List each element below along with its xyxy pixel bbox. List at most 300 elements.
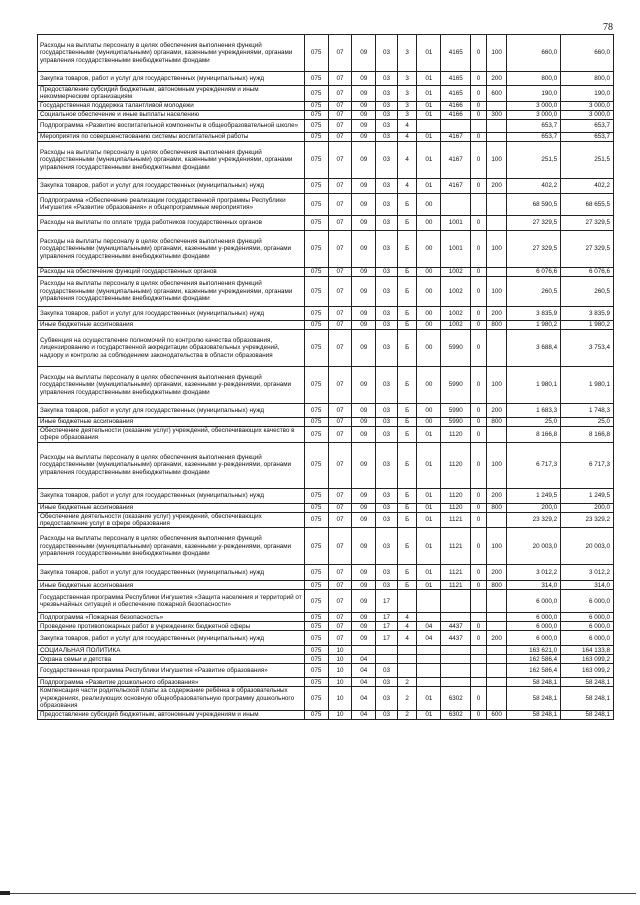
expense-type-cell [486, 687, 507, 710]
direction-code-cell: 5990 [441, 366, 471, 403]
section-code-cell: 07 [328, 119, 352, 132]
sub-direction-code-cell [471, 119, 487, 132]
amount-second-cell: 27 329,5 [561, 230, 614, 267]
event-code-cell: 01 [417, 35, 441, 72]
amount-first-cell: 3 012,2 [507, 565, 561, 581]
section-code-cell: 07 [328, 101, 352, 110]
subprogram-code-cell [397, 655, 417, 664]
amount-second-cell: 6 000,0 [561, 622, 614, 631]
row-name-cell: Проведение противопожарных работ в учреждениях бюджетной сферы [38, 622, 305, 631]
section-code-cell: 07 [328, 590, 352, 613]
subsection-code-cell: 09 [352, 581, 376, 590]
direction-code-cell: 4167 [441, 178, 471, 193]
section-code-cell: 07 [328, 267, 352, 276]
amount-second-cell: 3 000,0 [561, 110, 614, 119]
row-name-cell: Государственная программа Республики Ингушетия «Развитие образования» [38, 664, 305, 678]
amount-first-cell: 58 248,1 [507, 678, 561, 687]
ministry-code-cell: 075 [304, 664, 328, 678]
amount-second-cell: 3 753,4 [561, 329, 614, 366]
direction-code-cell: 5990 [441, 329, 471, 366]
amount-first-cell: 6 000,0 [507, 631, 561, 646]
sub-direction-code-cell: 0 [471, 417, 487, 426]
event-code-cell: 00 [417, 329, 441, 366]
expense-type-cell: 800 [486, 320, 507, 329]
table-row [38, 426, 614, 442]
amount-second-cell: 653,7 [561, 132, 614, 141]
page-number: 78 [603, 22, 613, 33]
ministry-code-cell: 075 [304, 193, 328, 215]
amount-second-cell: 190,0 [561, 86, 614, 102]
subsection-code-cell: 09 [352, 417, 376, 426]
amount-first-cell: 3 688,4 [507, 329, 561, 366]
ministry-code-cell: 075 [304, 178, 328, 193]
amount-first-cell: 58 248,1 [507, 710, 561, 719]
table-row [38, 622, 614, 631]
expense-type-cell: 600 [486, 86, 507, 102]
expense-type-cell: 600 [486, 710, 507, 719]
table-row [38, 35, 614, 72]
subsection-code-cell: 09 [352, 306, 376, 320]
amount-second-cell: 800,0 [561, 72, 614, 86]
table-row [38, 110, 614, 119]
expense-type-cell [486, 646, 507, 655]
ministry-code-cell: 075 [304, 590, 328, 613]
section-code-cell: 07 [328, 622, 352, 631]
amount-first-cell: 1 980,1 [507, 366, 561, 403]
subprogram-code-cell: Б [397, 565, 417, 581]
program-code-cell: 03 [376, 581, 398, 590]
direction-code-cell [441, 678, 471, 687]
expense-type-cell [486, 193, 507, 215]
sub-direction-code-cell: 0 [471, 178, 487, 193]
direction-code-cell: 4166 [441, 110, 471, 119]
sub-direction-code-cell: 0 [471, 86, 487, 102]
section-code-cell: 07 [328, 581, 352, 590]
amount-second-cell: 3 000,0 [561, 101, 614, 110]
amount-second-cell: 3 012,2 [561, 565, 614, 581]
row-name-cell: Расходы на выплаты персоналу в целях обеспечения выполнения функций государственными (муниципальными) органами, казенными у-реждениями, органами управления государственными внебюджетными фондами [38, 366, 305, 403]
section-code-cell: 07 [328, 178, 352, 193]
amount-first-cell: 58 248,1 [507, 687, 561, 710]
section-code-cell: 10 [328, 646, 352, 655]
program-code-cell: 17 [376, 613, 398, 622]
direction-code-cell: 1002 [441, 276, 471, 306]
ministry-code-cell: 075 [304, 119, 328, 132]
program-code-cell: 03 [376, 320, 398, 329]
amount-first-cell: 660,0 [507, 35, 561, 72]
sub-direction-code-cell: 0 [471, 35, 487, 72]
sub-direction-code-cell: 0 [471, 528, 487, 565]
program-code-cell: 03 [376, 664, 398, 678]
direction-code-cell: 1120 [441, 442, 471, 488]
sub-direction-code-cell: 0 [471, 366, 487, 403]
amount-first-cell: 653,7 [507, 119, 561, 132]
sub-direction-code-cell: 0 [471, 276, 487, 306]
section-code-cell: 07 [328, 631, 352, 646]
section-code-cell: 07 [328, 565, 352, 581]
subprogram-code-cell: Б [397, 230, 417, 267]
amount-second-cell: 23 329,2 [561, 512, 614, 528]
sub-direction-code-cell: 0 [471, 230, 487, 267]
direction-code-cell: 6302 [441, 687, 471, 710]
row-name-cell: Расходы на выплаты персоналу в целях обеспечения выполнения функций государственными (муниципальными) органами, казенными у-реждениями, органами управления государственными внебюджетными фондами [38, 442, 305, 488]
program-code-cell: 03 [376, 276, 398, 306]
event-code-cell: 01 [417, 503, 441, 512]
program-code-cell: 03 [376, 687, 398, 710]
event-code-cell: 01 [417, 141, 441, 178]
direction-code-cell: 1001 [441, 230, 471, 267]
subsection-code-cell: 09 [352, 403, 376, 417]
amount-first-cell: 162 586,4 [507, 664, 561, 678]
direction-code-cell: 1121 [441, 528, 471, 565]
ministry-code-cell: 075 [304, 710, 328, 719]
amount-second-cell: 1 748,3 [561, 403, 614, 417]
table-row [38, 631, 614, 646]
row-name-cell: Закупка товаров, работ и услуг для государственных (муниципальных) нужд [38, 306, 305, 320]
program-code-cell: 03 [376, 306, 398, 320]
table-row [38, 267, 614, 276]
table-row [38, 613, 614, 622]
row-name-cell: Государственная программа Республики Ингушетия «Защита населения и территорий от чрезвычайных ситуаций и обеспечение пожарной безопасности» [38, 590, 305, 613]
sub-direction-code-cell: 0 [471, 329, 487, 366]
amount-first-cell: 251,5 [507, 141, 561, 178]
subprogram-code-cell [397, 590, 417, 613]
section-code-cell: 10 [328, 678, 352, 687]
program-code-cell: 03 [376, 178, 398, 193]
row-name-cell: Расходы на выплаты персоналу в целях обеспечения выполнения функций государственными (муниципальными) органами, казенными учреждениями, органами управления государственными внебюджетными фондами [38, 35, 305, 72]
ministry-code-cell: 075 [304, 320, 328, 329]
expense-type-cell [486, 655, 507, 664]
subsection-code-cell: 09 [352, 178, 376, 193]
subsection-code-cell: 09 [352, 613, 376, 622]
table-row [38, 528, 614, 565]
subsection-code-cell: 09 [352, 276, 376, 306]
row-name-cell: Закупка товаров, работ и услуг для государственных (муниципальных) нужд [38, 565, 305, 581]
row-name-cell: Расходы на выплаты персоналу в целях обеспечения выполнения функций государственными (муниципальными) органами, казенными учреждениями, органами управления государственными внебюджетными фондами [38, 276, 305, 306]
program-code-cell: 03 [376, 35, 398, 72]
row-name-cell: Обеспечение деятельности (оказание услуг) учреждений, обеспечивающих качество в сфере образования [38, 426, 305, 442]
ministry-code-cell: 075 [304, 565, 328, 581]
program-code-cell: 03 [376, 366, 398, 403]
table-row [38, 320, 614, 329]
event-code-cell [417, 119, 441, 132]
row-name-cell: Субвенция на осуществление полномочий по контролю качества образования, лицензированию и государственной аккредитации образовательных учреждений, надзору и контролю за соблюдением законодательства в области образования [38, 329, 305, 366]
program-code-cell: 03 [376, 329, 398, 366]
sub-direction-code-cell: 0 [471, 565, 487, 581]
event-code-cell: 00 [417, 306, 441, 320]
program-code-cell: 03 [376, 193, 398, 215]
event-code-cell: 01 [417, 72, 441, 86]
table-row [38, 306, 614, 320]
direction-code-cell: 4437 [441, 631, 471, 646]
row-name-cell: Охрана семьи и детства [38, 655, 305, 664]
section-code-cell: 10 [328, 710, 352, 719]
subsection-code-cell [352, 646, 376, 655]
row-name-cell: Обеспечение деятельности (оказание услуг) учреждений, обеспечивающих предоставление услуг в сфере образования [38, 512, 305, 528]
table-row [38, 215, 614, 230]
expense-type-cell: 200 [486, 488, 507, 503]
event-code-cell: 00 [417, 320, 441, 329]
amount-first-cell: 3 000,0 [507, 110, 561, 119]
sub-direction-code-cell [471, 590, 487, 613]
direction-code-cell [441, 646, 471, 655]
expense-type-cell [486, 267, 507, 276]
subsection-code-cell: 09 [352, 631, 376, 646]
direction-code-cell: 1121 [441, 581, 471, 590]
table-row [38, 178, 614, 193]
sub-direction-code-cell: 0 [471, 72, 487, 86]
event-code-cell: 01 [417, 565, 441, 581]
amount-second-cell: 251,5 [561, 141, 614, 178]
program-code-cell: 03 [376, 528, 398, 565]
amount-first-cell: 190,0 [507, 86, 561, 102]
section-code-cell: 07 [328, 528, 352, 565]
row-name-cell: Социальное обеспечение и иные выплаты населению [38, 110, 305, 119]
amount-first-cell: 8 166,8 [507, 426, 561, 442]
subsection-code-cell: 09 [352, 35, 376, 72]
sub-direction-code-cell: 0 [471, 710, 487, 719]
budget-table [37, 34, 614, 720]
direction-code-cell: 4167 [441, 141, 471, 178]
subprogram-code-cell: 3 [397, 110, 417, 119]
expense-type-cell [486, 622, 507, 631]
amount-second-cell: 1 980,2 [561, 320, 614, 329]
expense-type-cell: 800 [486, 503, 507, 512]
direction-code-cell: 4167 [441, 132, 471, 141]
subsection-code-cell: 09 [352, 193, 376, 215]
subprogram-code-cell: 4 [397, 132, 417, 141]
row-name-cell: Мероприятия по совершенствованию системы воспитательной работы [38, 132, 305, 141]
section-code-cell: 07 [328, 72, 352, 86]
amount-second-cell: 164 133,8 [561, 646, 614, 655]
section-code-cell: 07 [328, 512, 352, 528]
ministry-code-cell: 075 [304, 306, 328, 320]
subprogram-code-cell: Б [397, 306, 417, 320]
expense-type-cell [486, 329, 507, 366]
subprogram-code-cell: Б [397, 320, 417, 329]
direction-code-cell: 4165 [441, 86, 471, 102]
row-name-cell: Закупка товаров, работ и услуг для государственных (муниципальных) нужд [38, 488, 305, 503]
sub-direction-code-cell: 0 [471, 306, 487, 320]
amount-first-cell: 6 076,6 [507, 267, 561, 276]
amount-second-cell: 163 099,2 [561, 655, 614, 664]
expense-type-cell: 200 [486, 178, 507, 193]
amount-second-cell: 1 249,5 [561, 488, 614, 503]
subsection-code-cell: 09 [352, 426, 376, 442]
table-row [38, 72, 614, 86]
program-code-cell: 03 [376, 503, 398, 512]
sub-direction-code-cell: 0 [471, 442, 487, 488]
amount-second-cell: 25,0 [561, 417, 614, 426]
row-name-cell: Иные бюджетные ассигнования [38, 320, 305, 329]
subsection-code-cell: 09 [352, 442, 376, 488]
amount-first-cell: 260,5 [507, 276, 561, 306]
table-row [38, 565, 614, 581]
amount-second-cell: 3 835,9 [561, 306, 614, 320]
row-name-cell: Подпрограмма «Обеспечение реализации государственной программы Республики Ингушетия «Развитие образования» и общепрограммные мероприятия» [38, 193, 305, 215]
ministry-code-cell: 075 [304, 646, 328, 655]
amount-second-cell: 314,0 [561, 581, 614, 590]
section-code-cell: 07 [328, 110, 352, 119]
program-code-cell: 17 [376, 631, 398, 646]
table-row [38, 101, 614, 110]
sub-direction-code-cell [471, 678, 487, 687]
amount-second-cell: 68 655,5 [561, 193, 614, 215]
expense-type-cell: 100 [486, 276, 507, 306]
section-code-cell: 10 [328, 655, 352, 664]
event-code-cell [417, 646, 441, 655]
table-row [38, 678, 614, 687]
subsection-code-cell: 09 [352, 86, 376, 102]
table-row [38, 366, 614, 403]
amount-first-cell: 653,7 [507, 132, 561, 141]
subprogram-code-cell: Б [397, 215, 417, 230]
ministry-code-cell: 075 [304, 35, 328, 72]
subsection-code-cell: 09 [352, 590, 376, 613]
subprogram-code-cell: 2 [397, 687, 417, 710]
direction-code-cell: 5990 [441, 417, 471, 426]
subprogram-code-cell: Б [397, 426, 417, 442]
section-code-cell: 07 [328, 329, 352, 366]
table-row [38, 230, 614, 267]
section-code-cell: 07 [328, 403, 352, 417]
subprogram-code-cell: 3 [397, 72, 417, 86]
ministry-code-cell: 075 [304, 110, 328, 119]
amount-second-cell: 260,5 [561, 276, 614, 306]
event-code-cell: 01 [417, 178, 441, 193]
program-code-cell: 03 [376, 110, 398, 119]
program-code-cell: 03 [376, 565, 398, 581]
sub-direction-code-cell [471, 664, 487, 678]
section-code-cell: 07 [328, 132, 352, 141]
event-code-cell [417, 655, 441, 664]
row-name-cell: Закупка товаров, работ и услуг для государственных (муниципальных) нужд [38, 631, 305, 646]
table-row [38, 646, 614, 655]
section-code-cell: 07 [328, 442, 352, 488]
table-row [38, 503, 614, 512]
direction-code-cell [441, 613, 471, 622]
sub-direction-code-cell: 0 [471, 622, 487, 631]
sub-direction-code-cell: 0 [471, 141, 487, 178]
row-name-cell: Расходы на выплаты персоналу в целях обеспечения выполнения функций государственными (муниципальными) органами, казенными у-реждениями, органами управления государственными внебюджетными фондами [38, 230, 305, 267]
ministry-code-cell: 075 [304, 488, 328, 503]
event-code-cell: 00 [417, 276, 441, 306]
subsection-code-cell: 09 [352, 503, 376, 512]
event-code-cell: 00 [417, 230, 441, 267]
row-name-cell: Иные бюджетные ассигнования [38, 503, 305, 512]
subprogram-code-cell: Б [397, 503, 417, 512]
ministry-code-cell: 075 [304, 678, 328, 687]
amount-second-cell: 6 000,0 [561, 613, 614, 622]
ministry-code-cell: 075 [304, 86, 328, 102]
subprogram-code-cell: 3 [397, 35, 417, 72]
expense-type-cell: 200 [486, 72, 507, 86]
program-code-cell: 03 [376, 101, 398, 110]
subprogram-code-cell: Б [397, 329, 417, 366]
subprogram-code-cell: 4 [397, 631, 417, 646]
section-code-cell: 07 [328, 230, 352, 267]
row-name-cell: Закупка товаров, работ и услуг для государственных (муниципальных) нужд [38, 403, 305, 417]
ministry-code-cell: 075 [304, 426, 328, 442]
section-code-cell: 07 [328, 366, 352, 403]
event-code-cell: 01 [417, 110, 441, 119]
program-code-cell: 03 [376, 230, 398, 267]
program-code-cell: 03 [376, 403, 398, 417]
row-name-cell: Закупка товаров, работ и услуг для государственных (муниципальных) нужд [38, 178, 305, 193]
ministry-code-cell: 075 [304, 101, 328, 110]
subprogram-code-cell: 3 [397, 101, 417, 110]
amount-second-cell: 20 003,0 [561, 528, 614, 565]
table-row [38, 710, 614, 719]
direction-code-cell [441, 590, 471, 613]
program-code-cell: 03 [376, 512, 398, 528]
section-code-cell: 07 [328, 417, 352, 426]
event-code-cell [417, 664, 441, 678]
amount-second-cell: 402,2 [561, 178, 614, 193]
amount-first-cell: 27 329,5 [507, 215, 561, 230]
event-code-cell: 01 [417, 101, 441, 110]
section-code-cell: 07 [328, 141, 352, 178]
subsection-code-cell: 09 [352, 622, 376, 631]
program-code-cell: 03 [376, 442, 398, 488]
amount-second-cell: 58 248,1 [561, 687, 614, 710]
program-code-cell [376, 646, 398, 655]
table-row [38, 687, 614, 710]
row-name-cell: Расходы на обеспечение функций государственных органов [38, 267, 305, 276]
event-code-cell: 01 [417, 488, 441, 503]
subsection-code-cell: 09 [352, 230, 376, 267]
sub-direction-code-cell: 0 [471, 631, 487, 646]
ministry-code-cell: 075 [304, 417, 328, 426]
direction-code-cell: 1121 [441, 565, 471, 581]
table-row [38, 193, 614, 215]
ministry-code-cell: 075 [304, 512, 328, 528]
event-code-cell: 04 [417, 631, 441, 646]
expense-type-cell: 800 [486, 581, 507, 590]
amount-first-cell: 3 835,9 [507, 306, 561, 320]
subsection-code-cell: 04 [352, 687, 376, 710]
expense-type-cell: 100 [486, 442, 507, 488]
direction-code-cell: 4166 [441, 101, 471, 110]
subsection-code-cell: 09 [352, 565, 376, 581]
ministry-code-cell: 075 [304, 631, 328, 646]
amount-first-cell: 402,2 [507, 178, 561, 193]
amount-first-cell: 1 683,3 [507, 403, 561, 417]
subsection-code-cell: 09 [352, 528, 376, 565]
table-row [38, 581, 614, 590]
expense-type-cell [486, 215, 507, 230]
ministry-code-cell: 075 [304, 687, 328, 710]
table-row [38, 512, 614, 528]
expense-type-cell [486, 119, 507, 132]
amount-first-cell: 163 621,0 [507, 646, 561, 655]
program-code-cell: 03 [376, 710, 398, 719]
direction-code-cell [441, 119, 471, 132]
direction-code-cell: 1002 [441, 320, 471, 329]
amount-second-cell: 660,0 [561, 35, 614, 72]
event-code-cell: 01 [417, 528, 441, 565]
subprogram-code-cell: Б [397, 366, 417, 403]
event-code-cell: 01 [417, 581, 441, 590]
direction-code-cell: 4437 [441, 622, 471, 631]
subprogram-code-cell: 2 [397, 678, 417, 687]
subsection-code-cell: 09 [352, 267, 376, 276]
amount-first-cell: 162 586,4 [507, 655, 561, 664]
amount-first-cell: 27 329,5 [507, 230, 561, 267]
amount-second-cell: 58 248,1 [561, 710, 614, 719]
row-name-cell: Подпрограмма «Развитие воспитательной компоненты в общеобразовательной школе» [38, 119, 305, 132]
row-name-cell: Предоставление субсидий бюджетным, автономным учреждениям и иным некоммерческим организациям [38, 86, 305, 102]
